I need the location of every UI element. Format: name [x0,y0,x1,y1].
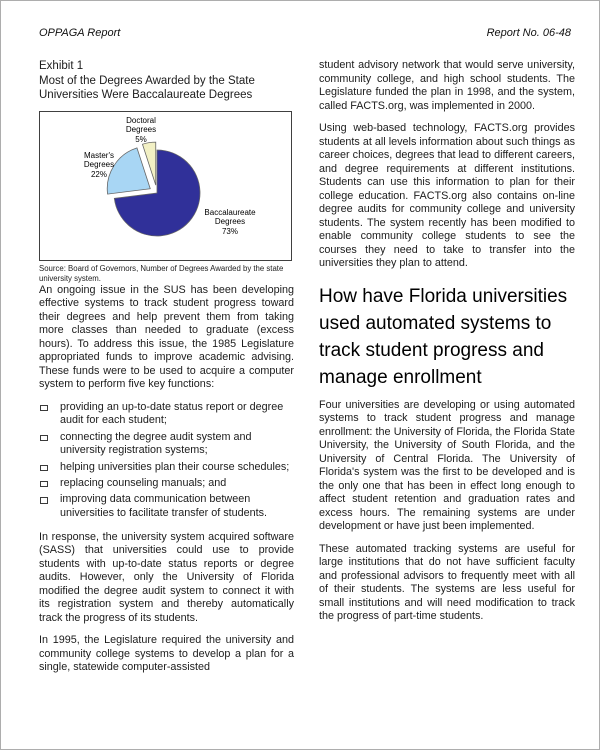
paragraph-1995-legislature: In 1995, the Legislature required the university and community college systems to develop a plan for a single, statewide computer-assisted [39,634,294,674]
square-bullet-icon [40,497,48,504]
square-bullet-icon [40,481,48,488]
paragraph-facts-funded: student advisory network that would serve university, community college, and high school students. The Legislature funded the plan in 1998, and the system, called FACTS.org, was implemented in 2000. [319,59,575,112]
list-item-text: replacing counseling manuals; and [60,476,227,489]
slice-label: Baccalaureate Degrees [204,207,256,226]
list-item-text: providing an up-to-date status report or degree audit for each student; [60,400,284,427]
square-bullet-icon [40,405,48,412]
page-header [39,27,571,39]
exhibit-title: Most of the Degrees Awarded by the State Universities Were Baccalaureate Degrees [39,74,255,101]
paragraph-facts-webbased: Using web-based technology, FACTS.org provides students at all levels information about such things as career choices, degrees that lead to different careers, and degree requirements at different institutions. Students can use this information to plan for their college education. FACTS.org also contains on-line degree audits for community college and university students. The system recently has been modified to enable community college students to see the courses they need to take to transfer into the universities they plan to attend. [319,122,575,269]
list-item-text: helping universities plan their course schedules; [60,460,290,473]
list-item [39,401,294,429]
left-column [39,59,294,684]
pie-label-doctoral-degrees [111,116,171,145]
pie-label-baccalaureate-degrees [192,208,268,237]
list-item [39,477,294,491]
exhibit-label: Exhibit 1 [39,60,84,72]
list-item [39,493,294,521]
pie-chart [39,111,292,261]
paragraph-sass-response: In response, the university system acquired software (SASS) that universities could use to provide students with up-to-date status reports or degree audits. However, only the University of Florida modified the degree audit system to connect it with its registration system and thereby automatically track the progress of its students. [39,530,294,624]
list-item-text: improving data communication between universities to facilitate transfer of students. [60,493,268,520]
slice-percent: 5% [135,134,147,144]
square-bullet-icon [40,435,48,442]
paragraph-four-universities: Four universities are developing or using automated systems to track student progress and manage enrollment: the University of Florida, the Florida State University, the University of South Florida, and the University of Central Florida. The University of Florida's system was the first to be developed and is the only one that has been in effect long enough to affect student retention and graduation rates and excess hours. The remaining systems are under development or have just been implemented. [319,398,575,532]
pie-label-masters-degrees [69,151,129,180]
header-report-number: Report No. 06-48 [486,27,571,39]
slice-label: Doctoral Degrees [125,115,157,134]
section-heading: How have Florida universities used automated systems to track student progress and manage enrollment [319,285,568,388]
slice-percent: 73% [221,226,238,236]
header-report-title: OPPAGA Report [39,27,121,39]
key-functions-list [39,401,294,521]
slice-percent: 22% [90,169,107,179]
list-item [39,461,294,475]
slice-label: Master's Degrees [83,150,115,169]
list-item [39,431,294,459]
square-bullet-icon [40,465,48,472]
paragraph-sus-issue: An ongoing issue in the SUS has been developing effective systems to track student progress toward their degrees and help prevent them from taking more classes than needed to graduate (excess hours). To address this issue, the 1985 Legislature appropriated funds to improve academic advising. These funds were to be used to acquire a computer system to perform five key functions: [39,283,294,390]
right-column [319,59,575,633]
chart-source-note: Source: Board of Governors, Number of Degrees Awarded by the state university system. [39,263,284,283]
paragraph-systems-usefulness: These automated tracking systems are useful for large institutions that do not have sufficient faculty and professional advisors to frequently meet with all of their students. The systems are less useful for small institutions and will need modification to track the progress of part-time students. [319,542,575,622]
list-item-text: connecting the degree audit system and university registration systems; [60,430,252,457]
